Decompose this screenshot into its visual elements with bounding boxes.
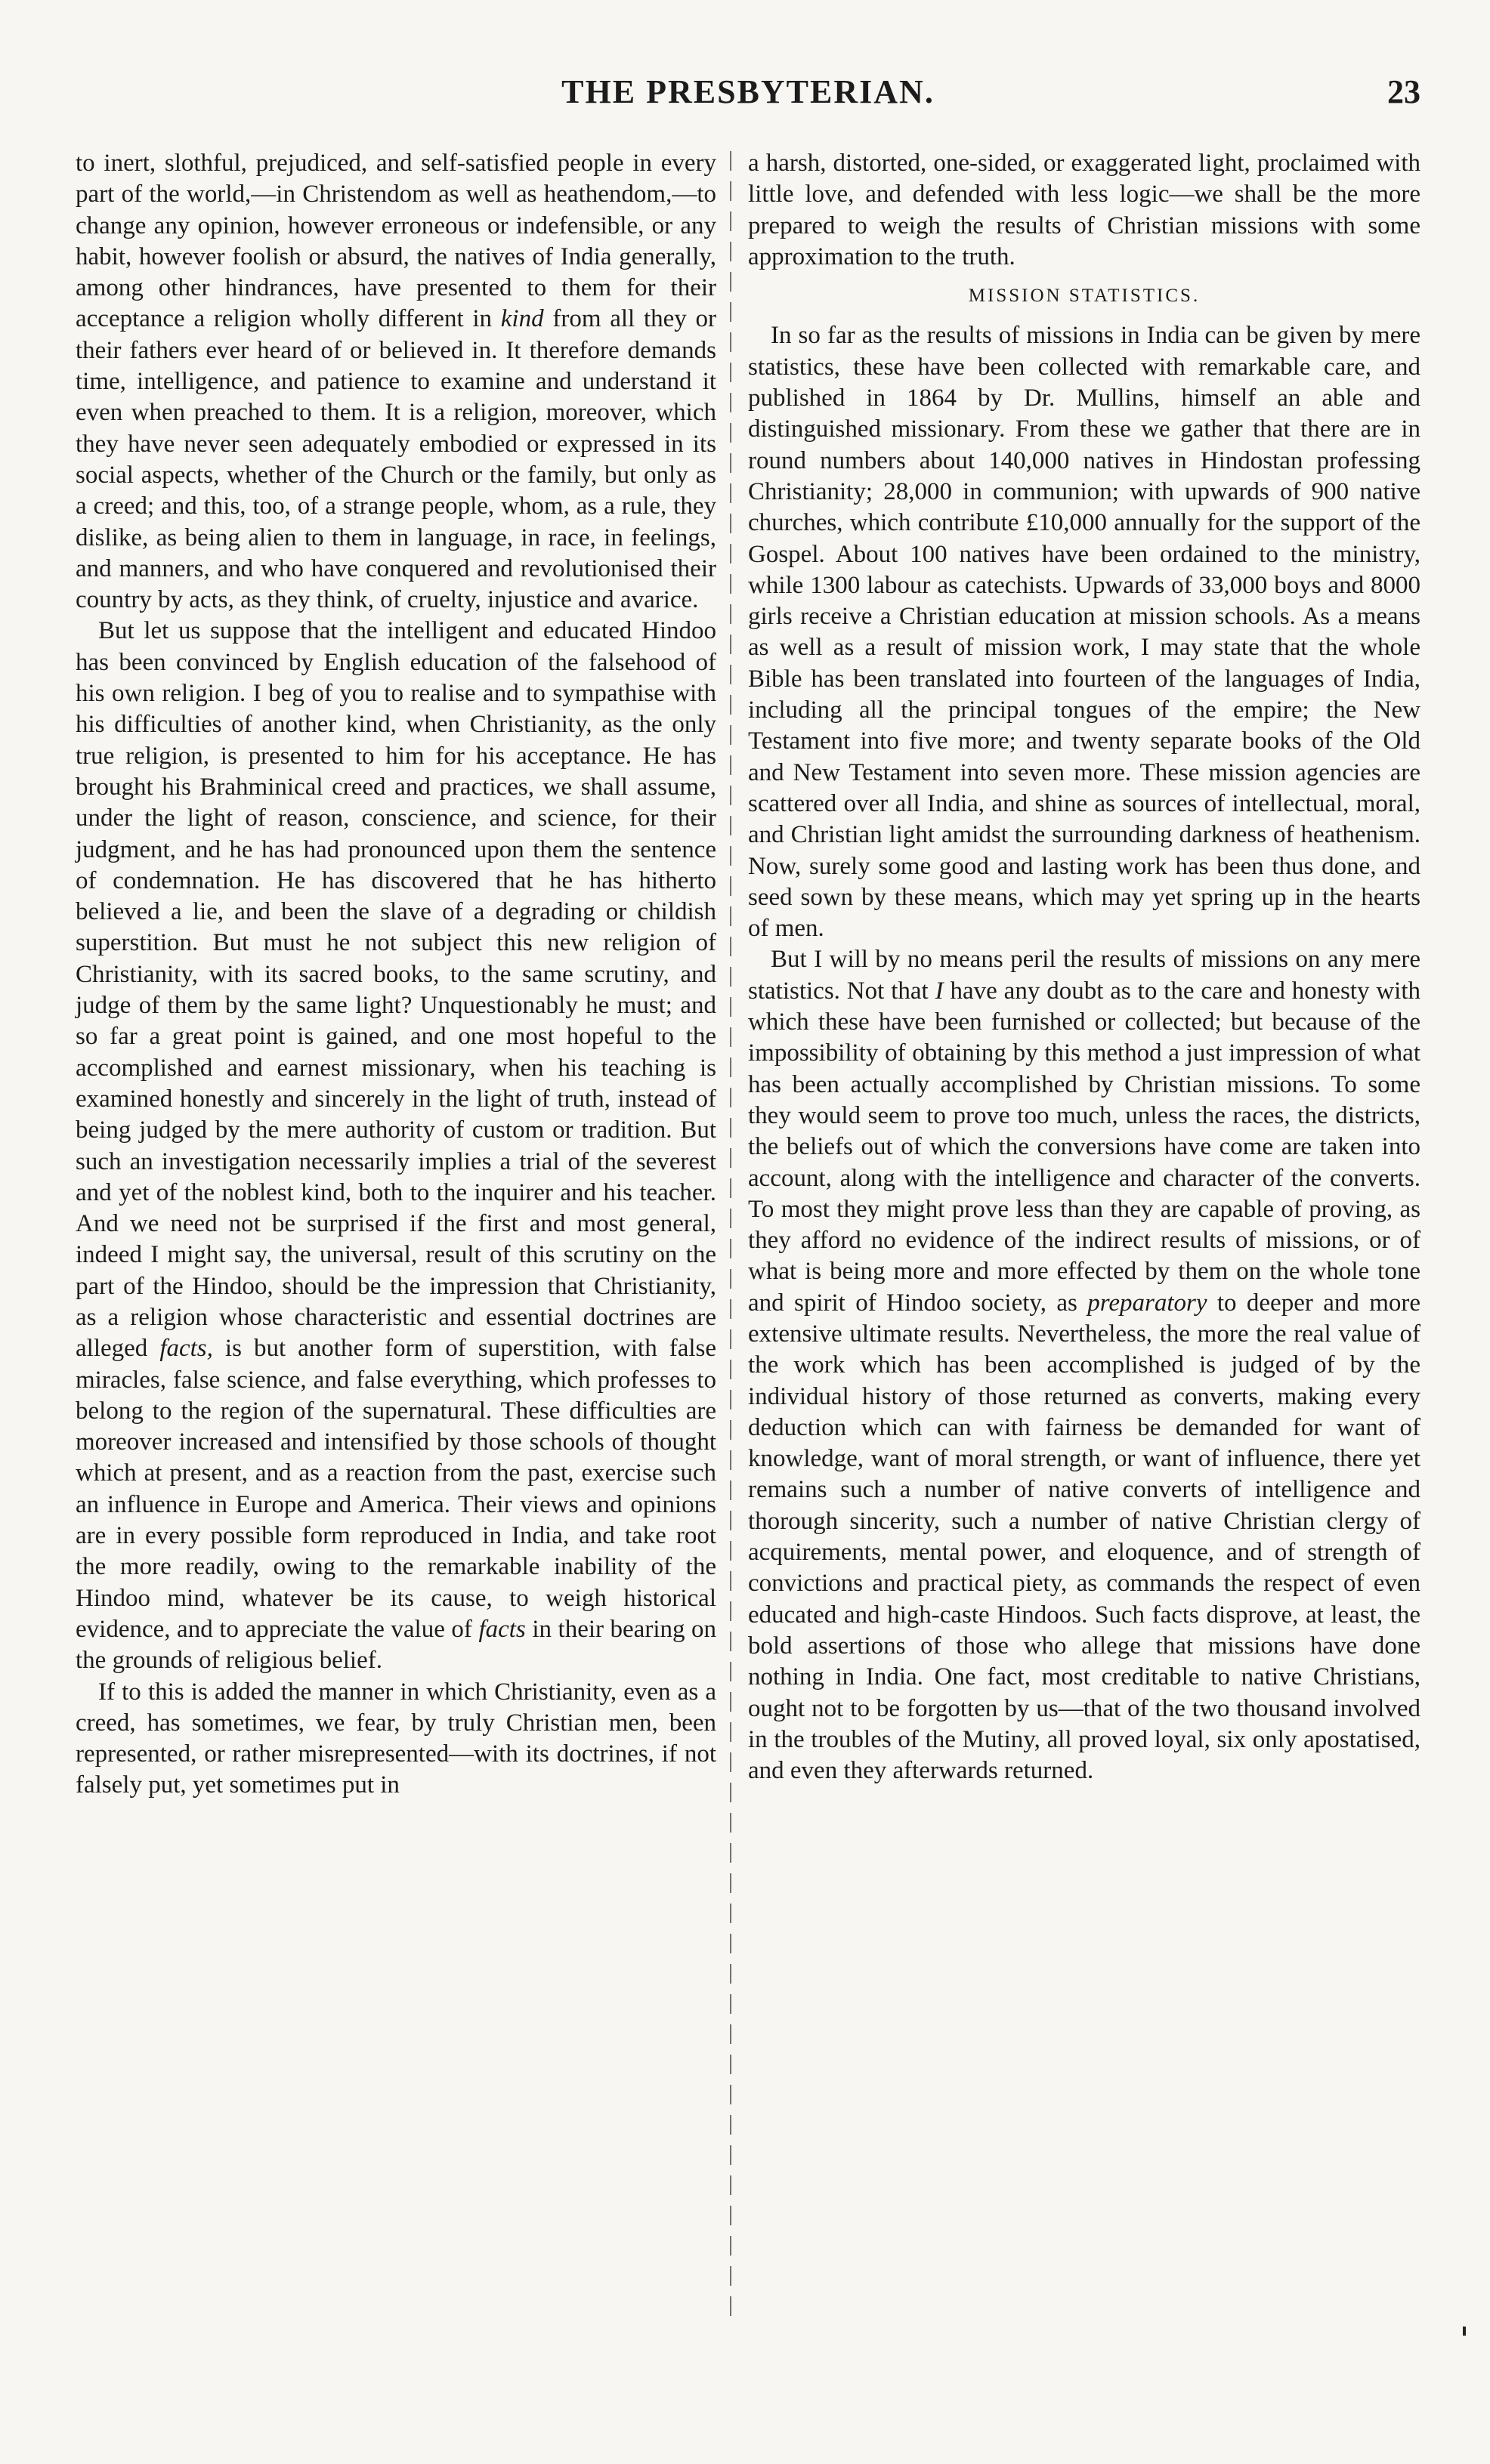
paragraph — [76, 616, 716, 1676]
emphasis: facts, — [159, 1335, 213, 1363]
text-run: from all they or their fathers ever heard of or believed in. It therefore demands time, intelligence, and patience to examine and understand it even when preached to them. It is a religion, moreover, which they have never seen adequately embodied or expressed in its social aspects, whether of the Church or the family, but only as a creed; and this, too, of a strange people, whom, as a rule, they dislike, as being alien to them in language, in race, in feelings, and manners, and who have conquered and revolutionised their country by acts, as they think, of cruelty, injustice and avarice. — [76, 305, 717, 614]
emphasis: kind — [500, 305, 544, 333]
column-divider — [730, 151, 731, 2327]
text-run: If to this is added the manner in which Christianity, even as a creed, has sometimes, we fear, by truly Christian men, been represented, or rather misrepresented—with its doctrines, if not falsely put, yet sometimes put in — [76, 1678, 716, 1799]
emphasis: I — [935, 977, 944, 1005]
ink-mark — [1463, 2327, 1466, 2336]
text-run: to deeper and more extensive ultimate results. Nevertheless, the more the real value of the work which has been accomplished is judged of by the individual history of those returned as converts, making every deduction which can with fairness be demanded for want of knowledge, want of moral strength, or want of influence, there yet remains such a number of native converts of intelligence and thorough sincerity, such a number of native Christian clergy of acquirements, mental power, and eloquence, and of strength of convictions and practical piety, as commands the respect of even educated and high-caste Hindoos. Such facts disprove, at least, the bold assertions of those who allege that missions have done nothing in India. One fact, most creditable to native Christians, ought not to be forgotten by us—that of the two thousand involved in the troubles of the Mutiny, all proved loyal, six only apostatised, and even they afterwards returned. — [748, 1289, 1421, 1785]
page-number: 23 — [1387, 73, 1420, 110]
page-header — [76, 73, 1420, 118]
text-run: In so far as the results of missions in India can be given by mere statistics, these have been collected with remarkable care, and published in 1864 by Dr. Mullins, himself an able and distinguished missionary. From these we gather that there are in round numbers about 140,000 natives in Hindostan professing Christianity; 28,000 in communion; with upwards of 900 native churches, which contribute £10,000 annually for the support of the Gospel. About 100 natives have been ordained to the ministry, while 1300 labour as catechists. Upwards of 33,000 boys and 8000 girls receive a Christian education at mission schools. As a means as well as a result of mission work, I may state that the whole Bible has been translated into fourteen of the languages of India, including all the principal tongues of the empire; the New Testament into five more; and twenty separate books of the Old and New Testament into seven more. These mission agencies are scattered over all India, and shine as sources of intellectual, moral, and Christian light amidst the surrounding darkness of heathenism. Now, surely some good and lasting work has been thus done, and seed sown by these means, which may yet spring up in the hearts of men. — [748, 322, 1420, 943]
text-run: But I will by no means peril the results of missions on any mere statistics. Not that — [748, 946, 1420, 1005]
text-run: a harsh, distorted, one-sided, or exaggerated light, proclaimed with little love, and defended with less logic—we shall be the more prepared to weigh the results of Christian missions with some approximation to the truth. — [748, 150, 1420, 270]
paragraph — [748, 148, 1420, 273]
text-run: have any doubt as to the care and honesty with which these have been furnished or collected; but because of the impossibility of obtaining by this method a just impression of what has been actually accomplished by Christian missions. To some they would seem to prove too much, unless the races, the districts, the beliefs out of which the conversions have come are taken into account, along with the intelligence and character of the converts. To most they might prove less than they are capable of proving, as they afford no evidence of the indirect results of missions, or of what is being more and more effected by them on the whole tone and spirit of Hindoo society, as — [748, 977, 1421, 1317]
paragraph — [748, 320, 1420, 944]
running-title: THE PRESBYTERIAN. — [561, 73, 935, 110]
paragraph — [76, 148, 716, 616]
text-run: in their bearing on the grounds of religious belief. — [76, 1615, 717, 1675]
text-run: But let us suppose that the intelligent and educated Hindoo has been convinced by English education of the falsehood of his own religion. I beg of you to realise and to sympathise with his difficulties of another kind, when Christianity, as the only true religion, is presented to him for his acceptance. He has brought his Brahminical creed and practices, we shall assume, under the light of reason, conscience, and science, for their judgment, and he has had pronounced upon them the sentence of condemnation. He has discovered that he has hitherto believed a lie, and been the slave of a degrading or childish superstition. But must he not subject this new religion of Christianity, with its sacred books, to the same scrutiny, and judge of them by the same light? Unquestionably he must; and so far a great point is gained, and one most hopeful to the accomplished and earnest missionary, when his teaching is examined honestly and sincerely in the light of truth, instead of being judged by the mere authority of custom or tradition. But such an investigation necessarily implies a trial of the severest and yet of the noblest kind, both to the inquirer and his teacher. And we need not be surprised if the first and most general, indeed I might say, the universal, result of this scrutiny on the part of the Hindoo, should be the impression that Christianity, as a religion whose characteristic and essential doctrines are alleged — [76, 617, 716, 1363]
text-run: to inert, slothful, prejudiced, and self-satisfied people in every part of the world,—in Christendom as well as heathendom,—to change any opinion, however erroneous or indefensible, or any habit, however foolish or absurd, the natives of India generally, among other hindrances, have presented to them for their acceptance a religion wholly different in — [76, 150, 716, 333]
emphasis: preparatory — [1087, 1289, 1207, 1317]
section-heading: MISSION STATISTICS. — [968, 286, 1201, 307]
emphasis: facts — [478, 1615, 526, 1643]
left-column — [76, 148, 716, 1802]
right-column — [748, 148, 1420, 1786]
paragraph — [76, 1677, 716, 1802]
text-run: is but another form of superstition, with false miracles, false science, and false everything, which professes to belong to the region of the supernatural. These difficulties are moreover increased and intensified by those schools of thought which at present, and as a reaction from the past, exercise such an influence in Europe and America. Their views and opinions are in every possible form reproduced in India, and take root the more readily, owing to the remarkable inability of the Hindoo mind, whatever be its cause, to weigh historical evidence, and to appreciate the value of — [76, 1335, 717, 1643]
paragraph — [748, 944, 1420, 1786]
